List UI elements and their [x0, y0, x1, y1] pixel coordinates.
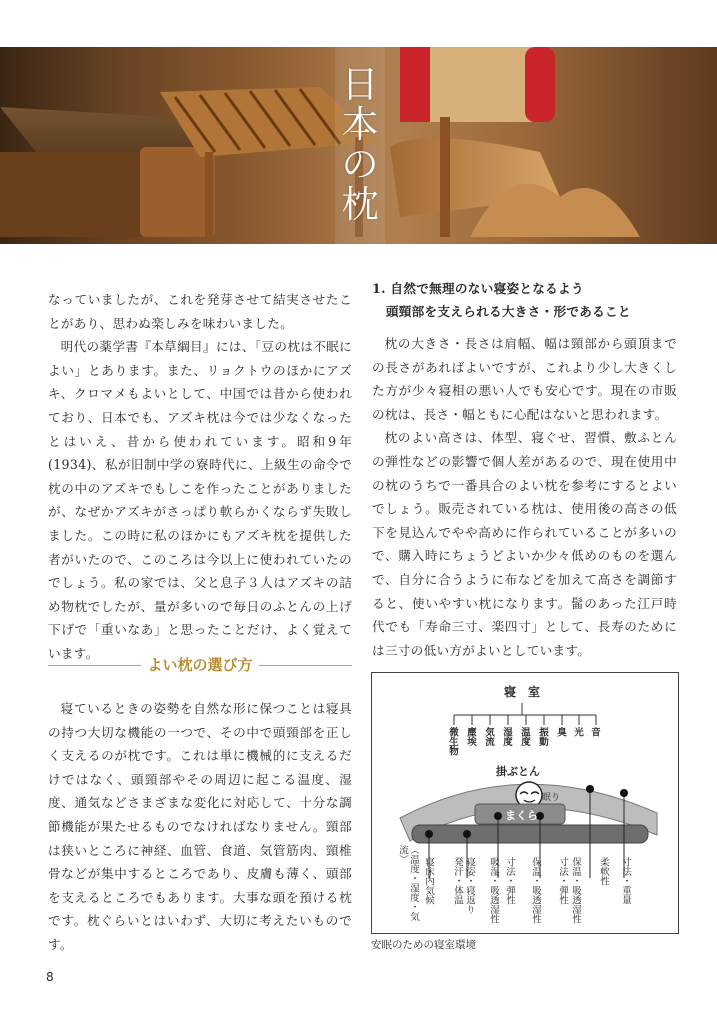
section-body	[48, 697, 352, 957]
bottom-label-3: 寝姿・寝返り	[464, 857, 475, 914]
bottom-label-8: 寸法・弾性	[557, 857, 568, 905]
factor-light: 光	[572, 727, 583, 737]
bottom-label-9: 保温・吸透湿性	[570, 857, 581, 924]
makura-label: まくら	[505, 809, 538, 822]
factor-airflow: 気流	[483, 727, 494, 746]
bottom-label-2: 寝床内気候	[423, 857, 434, 905]
page-title-char-2: 本	[341, 103, 379, 146]
bottom-label-7: 保温・吸透湿性	[530, 857, 541, 924]
paragraph: 明代の薬学書『本草綱目』には、「豆の枕は不眠によい」とあります。また、リョクトウのほかにアズキ、クロマメもよいとして、中国では昔から使われており、日本でも、アズキ枕は今では少なくなったとはいえ、昔から使われています。昭和9年(1934)、私が旧制中学の寮時代に、上級生の命令で枕の中のアズキでもしこを作ったことがありましたが、なぜかアズキがさっぱり軟らかくならず失敗しました。この時に私のほかにもアズキ枕を提供した者がいたので、このころは今以上に使われていたのでしょう。私の家では、父と息子３人はアズキの詰め物枕でしたが、量が多いので毎日のふとんの上げ下げで「重いなあ」と思ったことだけ、よく覚えています。	[48, 339, 352, 661]
factor-vibration: 振動	[537, 727, 548, 746]
paragraph: 枕の大きさ・長さは肩幅、幅は頸部から頭頂までの長さがあればよいですが、これより少し大きくした方が少々寝相の悪い人でも安心です。現在の市販の枕は、長さ・幅ともに心配はないと思われます。	[372, 336, 677, 422]
factor-microbe: 微生物	[447, 727, 458, 756]
section-heading	[48, 652, 352, 678]
room-label: 寝 室	[503, 685, 540, 699]
bottom-label-1: （温度・湿度・気流）	[397, 845, 419, 921]
kakebuton-label: 掛ぶとん	[496, 765, 540, 778]
factor-odor: 臭	[555, 727, 566, 737]
right-column	[372, 277, 677, 662]
bedroom-environment-diagram	[371, 672, 679, 934]
section-heading-text: よい枕の選び方	[141, 656, 258, 674]
bottom-label-6: 寸法・弾性	[504, 857, 515, 905]
subheading-line-2: 頭頸部を支えられる大きさ・形であること	[385, 304, 631, 319]
factor-temperature: 温度	[519, 727, 530, 746]
factor-dust: 塵埃	[465, 727, 476, 746]
page-number: 8	[46, 970, 54, 984]
page-title-char-4: 枕	[341, 183, 379, 226]
bottom-label-4: 発汗・体温	[452, 857, 463, 905]
bottom-label-10: 柔軟性	[598, 857, 609, 886]
bottom-label-5: 吸湿・吸透湿性	[488, 857, 499, 924]
figure-caption: 安眠のための寝室環境	[371, 939, 476, 951]
factor-humidity: 湿度	[501, 727, 512, 746]
paragraph: なっていましたが、これを発芽させて結実させたことがあり、思わぬ楽しみを味わいました。	[48, 292, 352, 331]
nemuri-label: 眠り	[542, 793, 561, 803]
subheading-line-1: 1. 自然で無理のない寝姿となるよう	[372, 281, 584, 296]
paragraph: 枕のよい高さは、体型、寝ぐせ、習慣、敷ふとんの弾性などの影響で個人差があるので、現在使用中の枕のうちで一番具合のよい枕を参考にするとよいでしょう。販売されている枕は、使用後の高さの低下を見込んでやや高めに作られていることが多いので、購入時にちょうどよいか少々低めのものを選んで、自分に合うように布などを加えて高さを調節すると、使いやすい枕になります。髷のあった江戸時代でも「寿命三寸、楽四寸」として、長寿のためには三寸の低い方がよいとしています。	[372, 430, 677, 658]
bottom-label-11: 寸法・重量	[620, 857, 631, 905]
page-title-char-3: の	[341, 143, 379, 186]
factor-sound: 音	[589, 727, 600, 737]
paragraph: 寝ているときの姿勢を自然な形に保つことは寝具の持つ大切な機能の一つで、その中で頭頸部を正しく支えるのが枕です。これは単に機械的に支えるだけではなく、頭頸部やその周辺に起こる温度、湿度、通気などさまざまな変化に対応して、十分な調節機能が果たせるものでなければなりません。頸部は狭いところに神経、血管、食道、気管筋肉、頸椎骨などが集中するところであり、皮膚も薄く、頭部を支えるところでもあります。大事な頭を預ける枕です。枕ぐらいとはいわず、大切に考えたいものです。	[48, 701, 352, 952]
page-title-char-1: 日	[341, 63, 379, 106]
left-column	[48, 288, 352, 666]
